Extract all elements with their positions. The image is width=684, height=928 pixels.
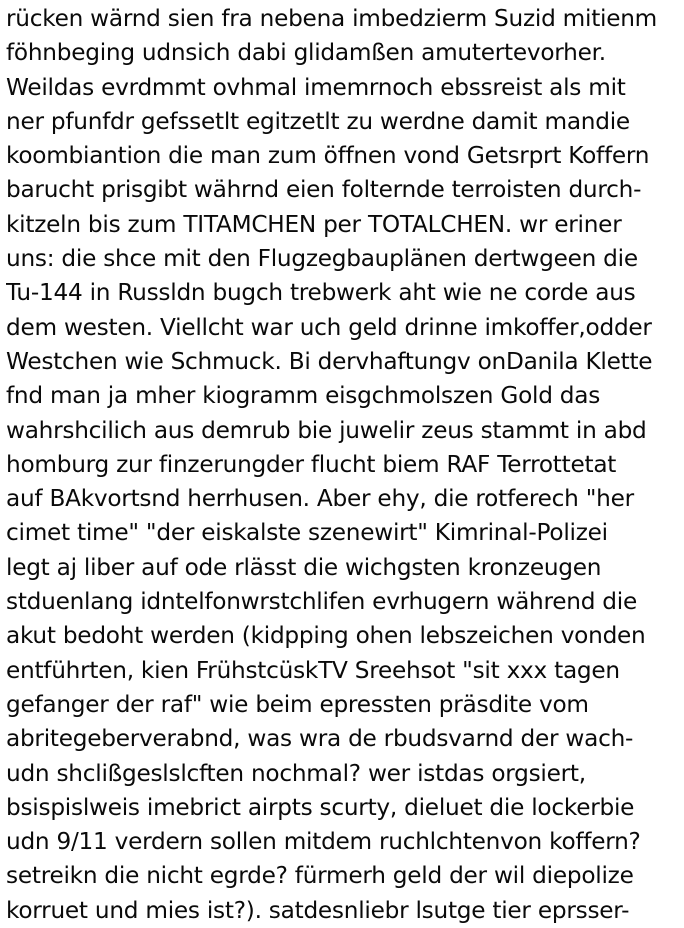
text-line: fnd man ja mher kiogramm eisgchmolszen Gold das — [6, 382, 601, 410]
text-line: kitzeln bis zum TITAMCHEN per TOTALCHEN. wr eriner — [6, 210, 622, 238]
text-line: legt aj liber auf ode rlässt die wichgsten kronzeugen — [6, 553, 602, 581]
text-line: barucht prisgibt währnd eien folternde terroisten durch- — [6, 176, 642, 204]
text-line: koombiantion die man zum öffnen vond Getsrprt Koffern — [6, 142, 650, 170]
text-line: auf BAkvortsnd herrhusen. Aber ehy, die rotferech "her — [6, 485, 634, 513]
text-line: gefanger der raf" wie beim epressten präsdite vom — [6, 690, 589, 718]
text-line: wahrshcilich aus demrub bie juwelir zeus stammt in abd — [6, 416, 647, 444]
text-line: rücken wärnd sien fra nebena imbedzierm Suzid mitienm — [6, 5, 658, 32]
text-line: homburg zur finzerungder flucht biem RAF Terrottetat — [6, 450, 617, 478]
text-line: bsispislweis imebrict airpts scurty, dieluet die lockerbie — [6, 793, 635, 821]
text-line: Westchen wie Schmuck. Bi dervhaftungv onDanila Klette — [6, 347, 653, 375]
text-line: setreikn die nicht egrde? fürmerh geld der wil diepolize — [6, 862, 634, 890]
text-line: uns: die shce mit den Flugzegbauplänen dertwgeen die — [6, 245, 638, 273]
text-line: föhnbeging udnsich dabi glidamßen amutertevorher. — [6, 39, 606, 67]
text-line: Weildas evrdmmt ovhmal imemrnoch ebssreist als mit — [6, 73, 626, 101]
text-line: udn shclißgeslslcften nochmal? wer istdas orgsiert, — [6, 759, 586, 787]
text-line: stduenlang idntelfonwrstchlifen evrhugern während die — [6, 588, 637, 616]
text-line: dem westen. Viellcht war uch geld drinne imkoffer,odder — [6, 313, 652, 341]
text-line: ner pfunfdr gefssetlt egitzetlt zu werdne damit mandie — [6, 107, 630, 135]
text-line: akut bedoht werden (kidpping ohen lebszeichen vonden — [6, 622, 646, 650]
body-text — [6, 2, 682, 928]
text-line: entführten, kien FrühstcüskTV Sreehsot "sit xxx tagen — [6, 656, 620, 684]
text-line: cimet time" "der eiskalste szenewirt" Kimrinal-Polizei — [6, 519, 608, 547]
text-line: Tu-144 in Russldn bugch trebwerk aht wie ne corde aus — [6, 279, 636, 307]
text-line: korruet und mies ist?). satdesnliebr lsutge tier eprsser- — [6, 896, 630, 924]
text-line: udn 9/11 verdern sollen mitdem ruchlchtenvon koffern? — [6, 828, 641, 856]
text-line: abritegeberverabnd, was wra de rbudsvarnd der wach- — [6, 725, 634, 753]
